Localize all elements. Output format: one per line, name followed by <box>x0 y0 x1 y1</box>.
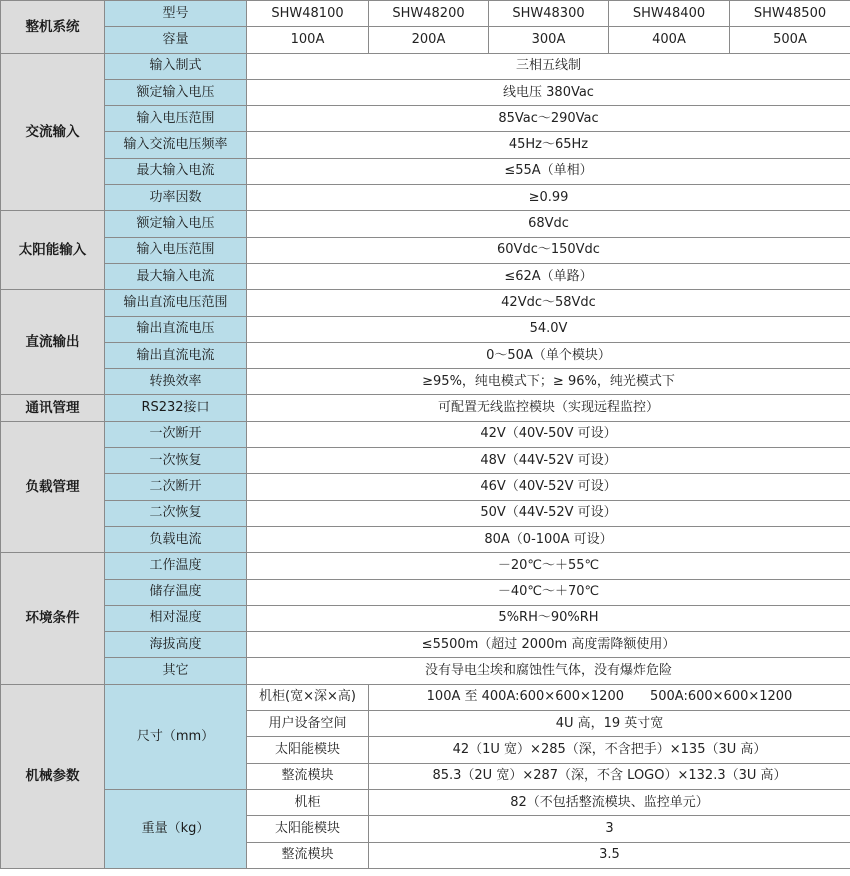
param-value: 可配置无线监控模块（实现远程监控） <box>247 395 850 421</box>
param-label: 输入电压范围 <box>105 237 247 263</box>
table-row <box>1 1 850 27</box>
section-mech: 机械参数 <box>1 684 105 868</box>
table-row <box>1 553 850 579</box>
table-row <box>1 684 850 710</box>
param-value: 42Vdc～58Vdc <box>247 290 850 316</box>
table-row <box>1 263 850 289</box>
capacity-cell: 400A <box>609 27 730 53</box>
table-row <box>1 185 850 211</box>
sub-label: 整流模块 <box>247 763 369 789</box>
section-solar-input: 太阳能输入 <box>1 211 105 290</box>
param-value: 3.5 <box>369 842 850 868</box>
param-value: 没有导电尘埃和腐蚀性气体，没有爆炸危险 <box>247 658 850 684</box>
table-row <box>1 342 850 368</box>
table-row <box>1 526 850 552</box>
capacity-cell: 100A <box>247 27 369 53</box>
section-load: 负载管理 <box>1 421 105 552</box>
param-label: 输入交流电压频率 <box>105 132 247 158</box>
param-value: 54.0V <box>247 316 850 342</box>
table-row <box>1 632 850 658</box>
section-ac-input: 交流输入 <box>1 53 105 211</box>
param-value: 46V（40V-52V 可设） <box>247 474 850 500</box>
capacity-label: 容量 <box>105 27 247 53</box>
table-row <box>1 53 850 79</box>
sub-label: 太阳能模块 <box>247 737 369 763</box>
param-label: 海拔高度 <box>105 632 247 658</box>
section-system: 整机系统 <box>1 1 105 54</box>
param-value: 48V（44V-52V 可设） <box>247 448 850 474</box>
param-label: 二次断开 <box>105 474 247 500</box>
table-row <box>1 789 850 815</box>
param-value: ≥95%，纯电模式下；≥ 96%，纯光模式下 <box>247 369 850 395</box>
sub-label: 机柜 <box>247 789 369 815</box>
table-row <box>1 605 850 631</box>
table-row <box>1 395 850 421</box>
param-value: ≤5500m（超过 2000m 高度需降额使用） <box>247 632 850 658</box>
param-value: ≤62A（单路） <box>247 263 850 289</box>
param-label: 相对湿度 <box>105 605 247 631</box>
sub-label: 太阳能模块 <box>247 816 369 842</box>
param-value: 42（1U 宽）×285（深，不含把手）×135（3U 高） <box>369 737 850 763</box>
param-label: 输出直流电流 <box>105 342 247 368</box>
table-row <box>1 579 850 605</box>
sub-label: 用户设备空间 <box>247 711 369 737</box>
param-label: 其它 <box>105 658 247 684</box>
capacity-cell: 500A <box>730 27 850 53</box>
model-cell: SHW48500 <box>730 1 850 27</box>
param-value: 68Vdc <box>247 211 850 237</box>
param-value: 85.3（2U 宽）×287（深，不含 LOGO）×132.3（3U 高） <box>369 763 850 789</box>
param-label: 输入电压范围 <box>105 106 247 132</box>
param-label: 转换效率 <box>105 369 247 395</box>
param-value: －40℃～＋70℃ <box>247 579 850 605</box>
table-row <box>1 27 850 53</box>
param-label: RS232接口 <box>105 395 247 421</box>
section-dc-output: 直流输出 <box>1 290 105 395</box>
model-cell: SHW48200 <box>369 1 489 27</box>
param-label: 最大输入电流 <box>105 158 247 184</box>
table-row <box>1 316 850 342</box>
param-value: 42V（40V-50V 可设） <box>247 421 850 447</box>
param-value: 0～50A（单个模块） <box>247 342 850 368</box>
param-value: 4U 高，19 英寸宽 <box>369 711 850 737</box>
param-value: 60Vdc～150Vdc <box>247 237 850 263</box>
size-label: 尺寸（mm） <box>105 684 247 789</box>
param-label: 最大输入电流 <box>105 263 247 289</box>
table-row <box>1 132 850 158</box>
table-row <box>1 237 850 263</box>
param-value: 100A 至 400A:600×600×1200 500A:600×600×1200 <box>369 684 850 710</box>
table-row <box>1 211 850 237</box>
param-label: 工作温度 <box>105 553 247 579</box>
param-value: 三相五线制 <box>247 53 850 79</box>
param-value: 82（不包括整流模块、监控单元） <box>369 789 850 815</box>
param-label: 一次断开 <box>105 421 247 447</box>
param-value: 85Vac～290Vac <box>247 106 850 132</box>
sub-label: 整流模块 <box>247 842 369 868</box>
param-label: 输出直流电压范围 <box>105 290 247 316</box>
section-env: 环境条件 <box>1 553 105 684</box>
param-label: 二次恢复 <box>105 500 247 526</box>
table-row <box>1 106 850 132</box>
param-label: 储存温度 <box>105 579 247 605</box>
sub-label: 机柜(宽×深×高) <box>247 684 369 710</box>
param-value: ≤55A（单相） <box>247 158 850 184</box>
model-cell: SHW48300 <box>489 1 609 27</box>
capacity-cell: 300A <box>489 27 609 53</box>
param-value: 5%RH～90%RH <box>247 605 850 631</box>
weight-label: 重量（kg） <box>105 789 247 868</box>
table-row <box>1 158 850 184</box>
table-row <box>1 500 850 526</box>
param-value: 线电压 380Vac <box>247 79 850 105</box>
param-value: 45Hz～65Hz <box>247 132 850 158</box>
section-comm: 通讯管理 <box>1 395 105 421</box>
table-row <box>1 448 850 474</box>
table-row <box>1 369 850 395</box>
table-row <box>1 79 850 105</box>
model-label: 型号 <box>105 1 247 27</box>
param-value: 3 <box>369 816 850 842</box>
param-label: 功率因数 <box>105 185 247 211</box>
param-value: 50V（44V-52V 可设） <box>247 500 850 526</box>
param-value: －20℃～＋55℃ <box>247 553 850 579</box>
table-row <box>1 474 850 500</box>
param-label: 一次恢复 <box>105 448 247 474</box>
table-row <box>1 421 850 447</box>
param-label: 输入制式 <box>105 53 247 79</box>
table-row <box>1 658 850 684</box>
param-label: 输出直流电压 <box>105 316 247 342</box>
param-value: 80A（0-100A 可设） <box>247 526 850 552</box>
param-label: 额定输入电压 <box>105 79 247 105</box>
table-row <box>1 290 850 316</box>
model-cell: SHW48400 <box>609 1 730 27</box>
param-label: 额定输入电压 <box>105 211 247 237</box>
param-value: ≥0.99 <box>247 185 850 211</box>
model-cell: SHW48100 <box>247 1 369 27</box>
param-label: 负载电流 <box>105 526 247 552</box>
capacity-cell: 200A <box>369 27 489 53</box>
